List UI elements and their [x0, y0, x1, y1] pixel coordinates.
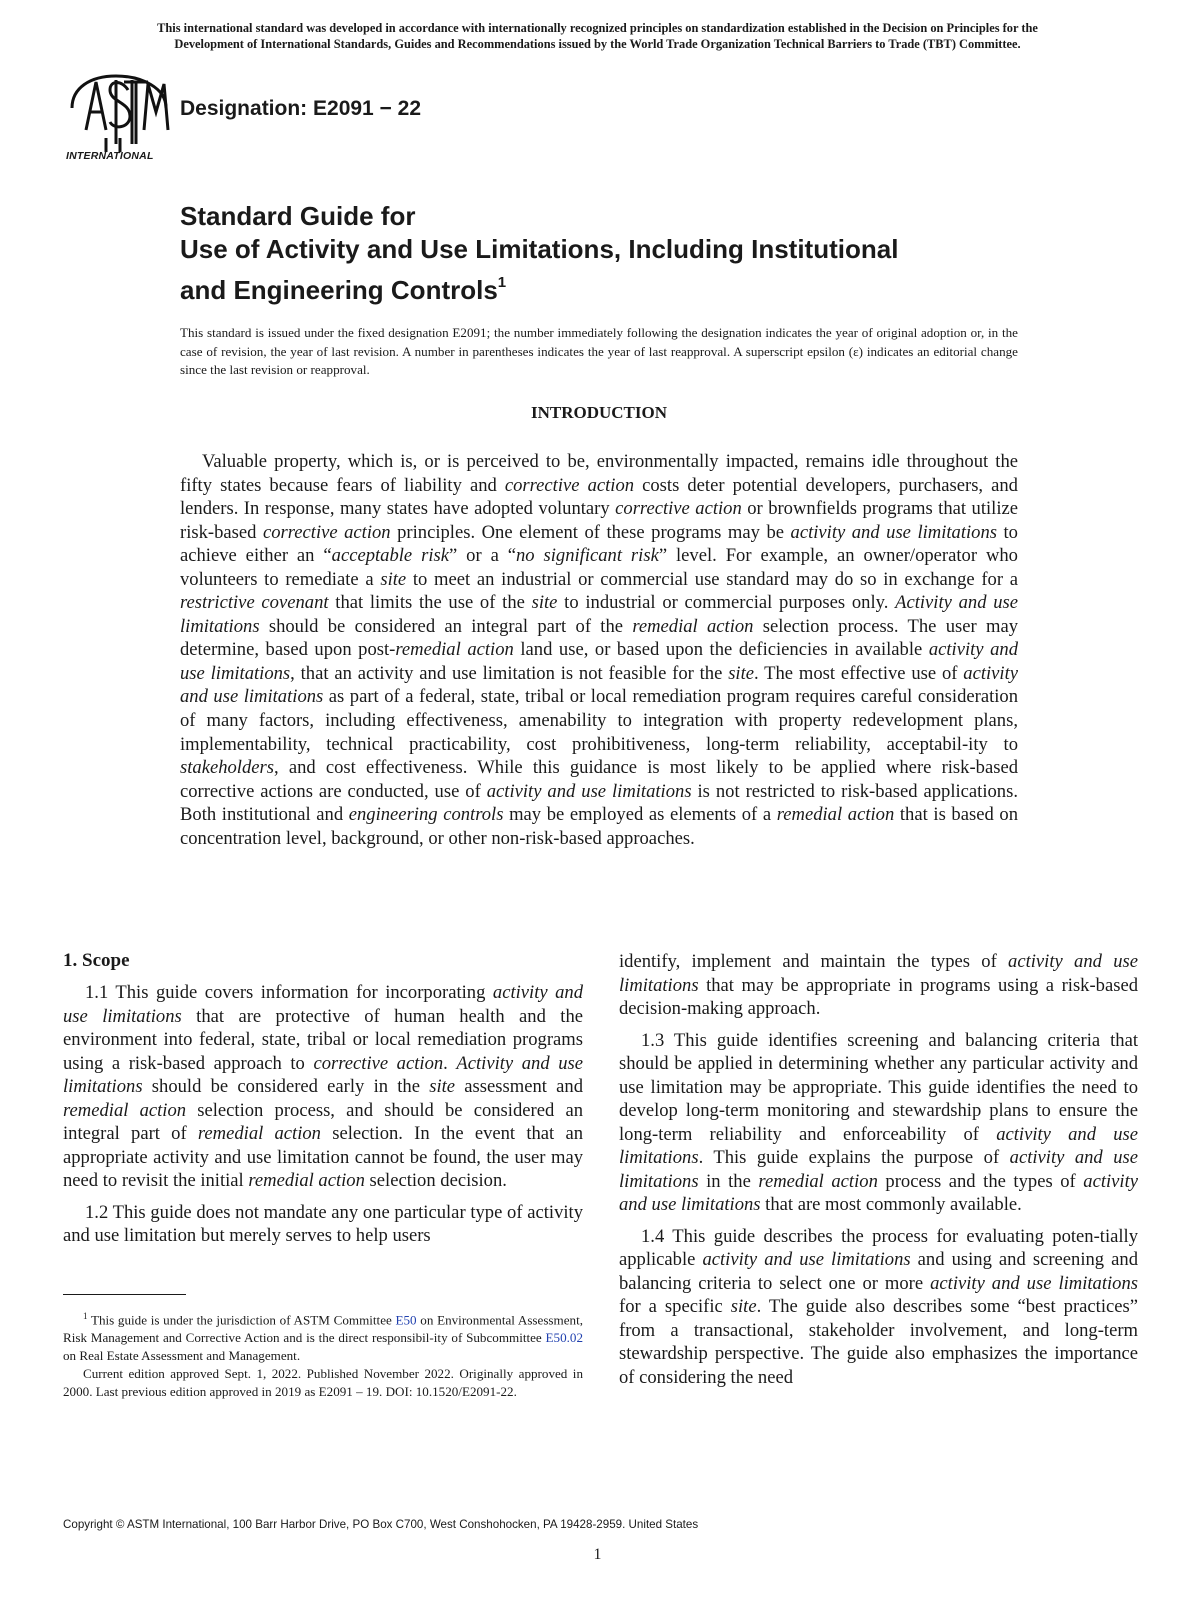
- para-text: selection decision.: [364, 1170, 507, 1191]
- intro-term: acceptable risk: [331, 545, 449, 567]
- title-line-2: Use of Activity and Use Limitations, Including Institutional: [180, 234, 899, 264]
- para-term: remedial action: [197, 1123, 321, 1144]
- title-line-3-text: and Engineering Controls: [180, 275, 498, 305]
- paragraph-1-3: [619, 1029, 1138, 1217]
- paragraph-1-4: [619, 1225, 1138, 1390]
- footnote-text: This guide is under the jurisdiction of ASTM Committee: [87, 1312, 396, 1328]
- intro-term: remedial action: [632, 615, 754, 637]
- para-text: that are protective of human health and the environment into federal, state, tribal or local remediation programs using a risk-based approach to: [63, 1005, 583, 1074]
- para-text: that may be appropriate in programs using a risk-based decision-making approach.: [619, 974, 1138, 1019]
- logo-international-text: INTERNATIONAL: [66, 150, 154, 162]
- para-text: . The guide also describes some “best practices” from a transactional, stakeholder involvement, and long-term stewardship perspective. The guide also emphasizes the importance of considering the need: [619, 1296, 1138, 1388]
- footnote-jurisdiction: [63, 1307, 583, 1365]
- intro-text: , and cost effectiveness. While this guidance is most likely to be applied where risk-based corrective actions are conducted, use of: [180, 757, 1018, 802]
- para-text: process and the types of: [877, 1170, 1084, 1192]
- intro-text: to achieve either an “: [180, 521, 1018, 567]
- intro-term: activity and use limitations: [486, 780, 692, 802]
- intro-text: to meet an industrial or commercial use standard may do so in exchange for a: [406, 568, 1018, 590]
- footnote-divider: [63, 1294, 186, 1295]
- para-text: selection. In the event that an appropriate activity and use limitation cannot be found, the user may need to revisit the initial: [63, 1123, 583, 1191]
- intro-text: or brownfields programs that utilize risk-based: [180, 498, 1018, 543]
- paragraph-1-1: [63, 981, 583, 1193]
- notice-line-2: Development of International Standards, Guides and Recommendations issued by the World Trade Organization Technical Barriers to Trade (TBT) Committee.: [174, 36, 1021, 51]
- para-term: activity and use limitations: [619, 1123, 1138, 1168]
- para-text: should be considered early in the: [142, 1076, 430, 1097]
- para-text: identify, implement and maintain the types of: [619, 951, 1009, 972]
- intro-term: site: [531, 592, 558, 614]
- paragraph-1-2-continued: [619, 950, 1138, 1021]
- para-text: assessment and: [455, 1076, 583, 1097]
- title-line-3: [180, 266, 1080, 307]
- left-column: [63, 950, 583, 1256]
- intro-term: remedial action: [395, 639, 514, 661]
- copyright-notice: Copyright © ASTM International, 100 Barr Harbor Drive, PO Box C700, West Conshohocken, PA 19428-2959. United States: [63, 1518, 699, 1531]
- para-text: 1.1 This guide covers information for incorporating: [85, 982, 493, 1003]
- intro-text: is not restricted to risk-based applications. Both institutional and: [180, 780, 1018, 826]
- para-term: activity and use limitations: [619, 951, 1138, 996]
- intro-term: corrective action: [504, 474, 635, 496]
- para-term: activity and use limitations: [619, 1147, 1138, 1192]
- para-text: 1.2 This guide does not mandate any one particular type of activity and use limitation but merely serves to help users: [63, 1201, 583, 1246]
- intro-text: should be considered an integral part of the: [259, 615, 633, 637]
- intro-text: selection process. The user may determine, based upon post-: [180, 615, 1018, 661]
- paragraph-1-2: [63, 1201, 583, 1248]
- intro-term: restrictive covenant: [180, 592, 329, 614]
- scope-heading: 1. Scope: [63, 950, 130, 971]
- footnote-text: on Environmental Assessment, Risk Management and Corrective Action and is the direct responsibil-ity of Subcommittee: [63, 1312, 583, 1346]
- committee-e50-link[interactable]: E50: [395, 1312, 417, 1328]
- intro-term: remedial action: [776, 804, 895, 826]
- footnote-text: on Real Estate Assessment and Management.: [63, 1348, 301, 1364]
- intro-text: land use, or based upon the deficiencies in available: [513, 639, 929, 661]
- notice-line-1: This international standard was developed in accordance with internationally recognized principles on standardization established in the Decision on Principles for the: [157, 21, 1038, 35]
- intro-term: site: [728, 662, 755, 684]
- para-term: Activity and use limitations: [63, 1052, 584, 1097]
- intro-text: principles. One element of these programs may be: [390, 521, 791, 543]
- title-line-1: Standard Guide for: [180, 201, 416, 231]
- intro-text: ” or a “: [449, 545, 516, 567]
- intro-text: Valuable property, which is, or is perceived to be, environmentally impacted, remains idle throughout the fifty states because fears of liability and: [180, 451, 1018, 496]
- intro-text: may be employed as elements of a: [503, 804, 777, 826]
- intro-term: activity and use limitations: [180, 662, 1019, 708]
- para-term: corrective action: [313, 1052, 444, 1074]
- intro-term: Activity and use limitations: [180, 592, 1019, 637]
- para-term: site: [429, 1076, 456, 1097]
- intro-text: that limits the use of the: [328, 592, 532, 614]
- para-term: activity and use limitations: [930, 1272, 1138, 1294]
- right-column: [619, 950, 1138, 1397]
- footnote-edition: Current edition approved Sept. 1, 2022. Published November 2022. Originally approved in 2000. Last previous edition approved in 2019 as E2091 – 19. DOI: 10.1520/E2091-22.: [63, 1366, 583, 1400]
- para-text: that are most commonly available.: [760, 1194, 1022, 1215]
- intro-term: engineering controls: [348, 804, 504, 826]
- title-footnote-mark: 1: [497, 274, 507, 291]
- page-number: 1: [593, 1546, 602, 1563]
- para-term: remedial action: [248, 1170, 365, 1191]
- para-text: 1.3 This guide identifies screening and balancing criteria that should be applied in determining whether any particular activity and use limitation may be appropriate. This guide identifies the need to develop long-term monitoring and stewardship plans to ensure the long-term reliability and enforceability of: [619, 1029, 1138, 1145]
- document-title: [180, 200, 1080, 307]
- intro-text: . The most effective use of: [754, 662, 964, 684]
- para-term: remedial action: [63, 1099, 187, 1121]
- para-text: 1.4 This guide describes the process for evaluating poten-tially applicable: [619, 1225, 1138, 1270]
- intro-term: corrective action: [615, 498, 742, 520]
- designation: Designation: E2091 − 22: [180, 97, 422, 120]
- para-term: site: [730, 1296, 757, 1317]
- intro-term: site: [380, 568, 407, 590]
- introduction-heading: INTRODUCTION: [530, 403, 668, 422]
- intro-term: activity and use limitations: [180, 639, 1018, 684]
- intro-text: to industrial or commercial purposes only.: [557, 592, 896, 614]
- intro-text: ” level. For example, an owner/operator who volunteers to remediate a: [180, 545, 1018, 590]
- para-text: for a specific: [619, 1296, 731, 1317]
- intro-text: , that an activity and use limitation is not feasible for the: [290, 662, 729, 684]
- intro-term: corrective action: [262, 521, 391, 543]
- para-text: . This guide explains the purpose of: [698, 1147, 1010, 1168]
- issued-note: This standard is issued under the fixed designation E2091; the number immediately following the designation indicates the year of original adoption or, in the case of revision, the year of last revision. A number in parentheses indicates the year of last reapproval. A superscript epsilon (ε) indicates an editorial change since the last revision or reapproval.: [180, 325, 1018, 377]
- para-text: .: [443, 1052, 457, 1074]
- introduction-paragraph: [180, 450, 1018, 850]
- para-text: in the: [698, 1170, 759, 1192]
- intro-text: costs deter potential developers, purchasers, and lenders. In response, many states have adopted voluntary: [180, 474, 1018, 520]
- para-term: remedial action: [758, 1170, 878, 1192]
- subcommittee-e50-02-link[interactable]: E50.02: [545, 1330, 583, 1346]
- footnote-mark: 1: [83, 1311, 88, 1321]
- intro-term: activity and use limitations: [790, 521, 997, 543]
- para-term: activity and use limitations: [702, 1249, 911, 1270]
- para-text: and using and screening and balancing criteria to select one or more: [619, 1249, 1138, 1294]
- intro-text: as part of a federal, state, tribal or local remediation program requires careful consideration of many factors, including effectiveness, amenability to integration with property redevelopment plans, implementability, technical practicability, cost prohibitiveness, long-term reliability, acceptabil-ity to: [180, 686, 1018, 755]
- international-standard-notice: [60, 21, 1135, 52]
- footnote: [63, 1307, 583, 1401]
- para-term: activity and use limitations: [63, 982, 583, 1027]
- para-term: activity and use limitations: [619, 1170, 1139, 1215]
- para-text: selection process, and should be considered an integral part of: [63, 1099, 583, 1144]
- intro-term: stakeholders: [180, 757, 274, 779]
- intro-text: that is based on concentration level, background, or other non-risk-based approaches.: [180, 804, 1018, 849]
- intro-term: no significant risk: [516, 545, 659, 567]
